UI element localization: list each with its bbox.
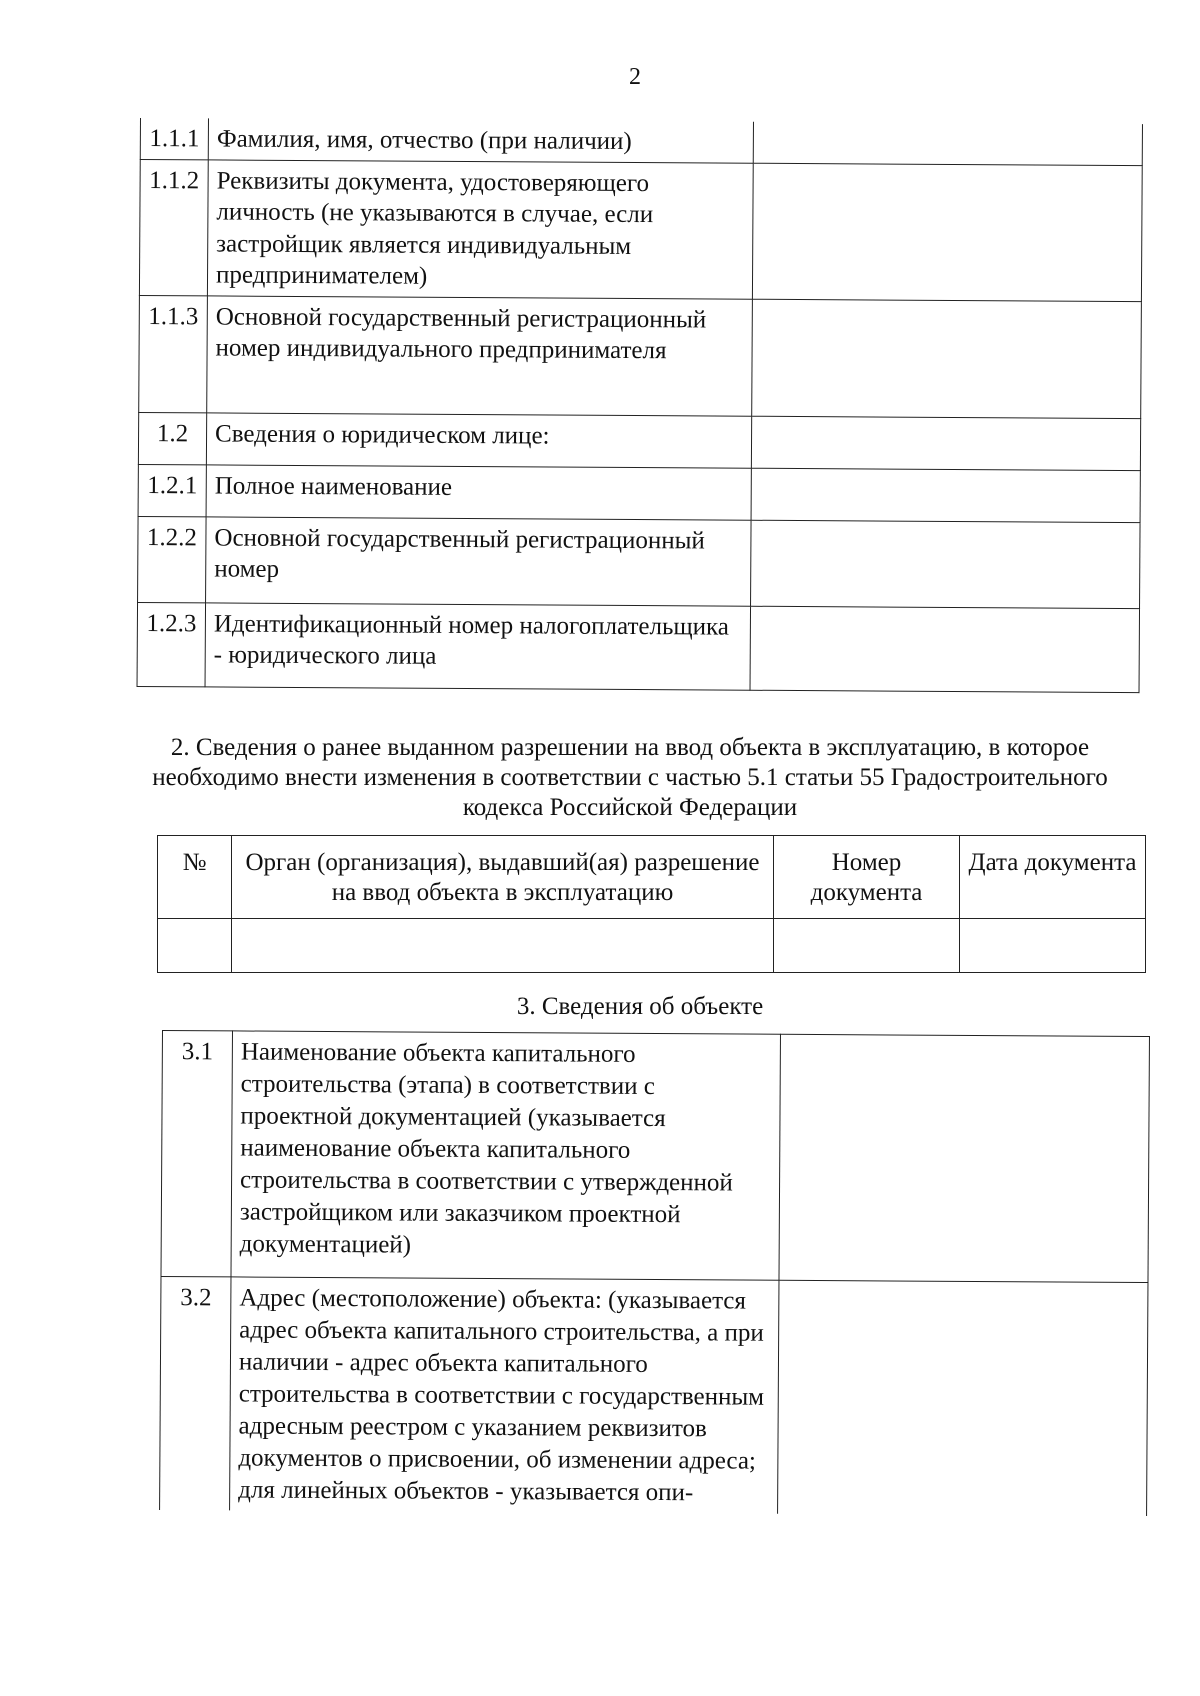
cell-number[interactable] (158, 919, 232, 973)
row-label: Реквизиты документа, удостоверяющего личность (не указываются в случае, если застройщик является индивидуальным предпринимателем) (207, 159, 753, 298)
column-header-doc-number: Номер документа (774, 836, 960, 919)
section-3-heading: 3. Сведения об объекте (516, 993, 764, 1020)
row-label: Основной государственный регистрационный номер (206, 516, 752, 605)
row-number: 3.2 (160, 1276, 231, 1510)
column-header-number: № (158, 836, 232, 919)
row-label: Сведения о юридическом лице: (206, 412, 751, 467)
row-number: 3.1 (161, 1031, 233, 1277)
cell-doc-date[interactable] (960, 919, 1146, 973)
row-number: 1.2.3 (137, 602, 206, 686)
table-row (139, 295, 1142, 418)
row-value[interactable] (751, 416, 1140, 470)
permit-table (157, 835, 1146, 973)
section-2-heading: 2. Сведения о ранее выданном разрешении на ввод объекта в эксплуатацию, в которое необходимо внести изменения в соответствии с частью 5.1 статьи 55 Градостроительного кодекса Российской Федерации (152, 734, 1108, 821)
table-row (140, 118, 1142, 165)
table-row (137, 602, 1139, 692)
object-info-table (159, 1030, 1150, 1516)
row-label: Фамилия, имя, отчество (при наличии) (208, 118, 753, 162)
column-header-doc-date: Дата документа (960, 836, 1146, 919)
row-value[interactable] (753, 122, 1142, 165)
table-row (138, 516, 1141, 608)
cell-authority[interactable] (232, 919, 774, 973)
row-label: Адрес (местоположение) объекта: (указывается адрес объекта капитального строительства, а при наличии - адрес объекта капитального строительства в соответствии с государственным адресным реестром с указанием реквизитов документов о присвоении, об изменении адреса; для линейных объектов - указывается опи- (230, 1277, 779, 1514)
row-label: Полное наименование (206, 464, 751, 519)
row-value[interactable] (751, 520, 1141, 608)
table-row (160, 1276, 1148, 1516)
row-number: 1.1.1 (140, 118, 208, 159)
table-row (138, 464, 1140, 522)
row-value[interactable] (778, 1280, 1148, 1516)
row-value[interactable] (751, 468, 1140, 522)
row-value[interactable] (779, 1034, 1149, 1282)
table-row (161, 1031, 1149, 1283)
table-row (139, 159, 1142, 301)
table-row (138, 412, 1140, 470)
table-header-row (158, 836, 1146, 919)
row-label: Основной государственный регистрационный номер индивидуального предпринимателя (207, 295, 753, 415)
table-row (158, 919, 1146, 973)
row-number: 1.1.3 (139, 295, 208, 412)
cell-doc-number[interactable] (774, 919, 960, 973)
row-label: Наименование объекта капитального строительства (этапа) в соответствии с проектной документацией (указывается наименование объекта капитального строительства в соответствии с утвержденной застройщиком или заказчиком проектной документацией) (231, 1031, 780, 1280)
row-value[interactable] (752, 299, 1142, 418)
row-label: Идентификационный номер налогоплательщика - юридического лица (205, 602, 751, 689)
row-value[interactable] (752, 163, 1142, 301)
row-number: 1.2 (138, 412, 206, 464)
row-value[interactable] (750, 606, 1140, 692)
page-number: 2 (629, 64, 641, 90)
column-header-authority: Орган (организация), выдавший(ая) разрешение на ввод объекта в эксплуатацию (232, 836, 774, 919)
row-number: 1.1.2 (139, 159, 208, 295)
row-number: 1.2.1 (138, 464, 206, 516)
row-number: 1.2.2 (138, 516, 207, 602)
applicant-info-table (137, 118, 1143, 693)
